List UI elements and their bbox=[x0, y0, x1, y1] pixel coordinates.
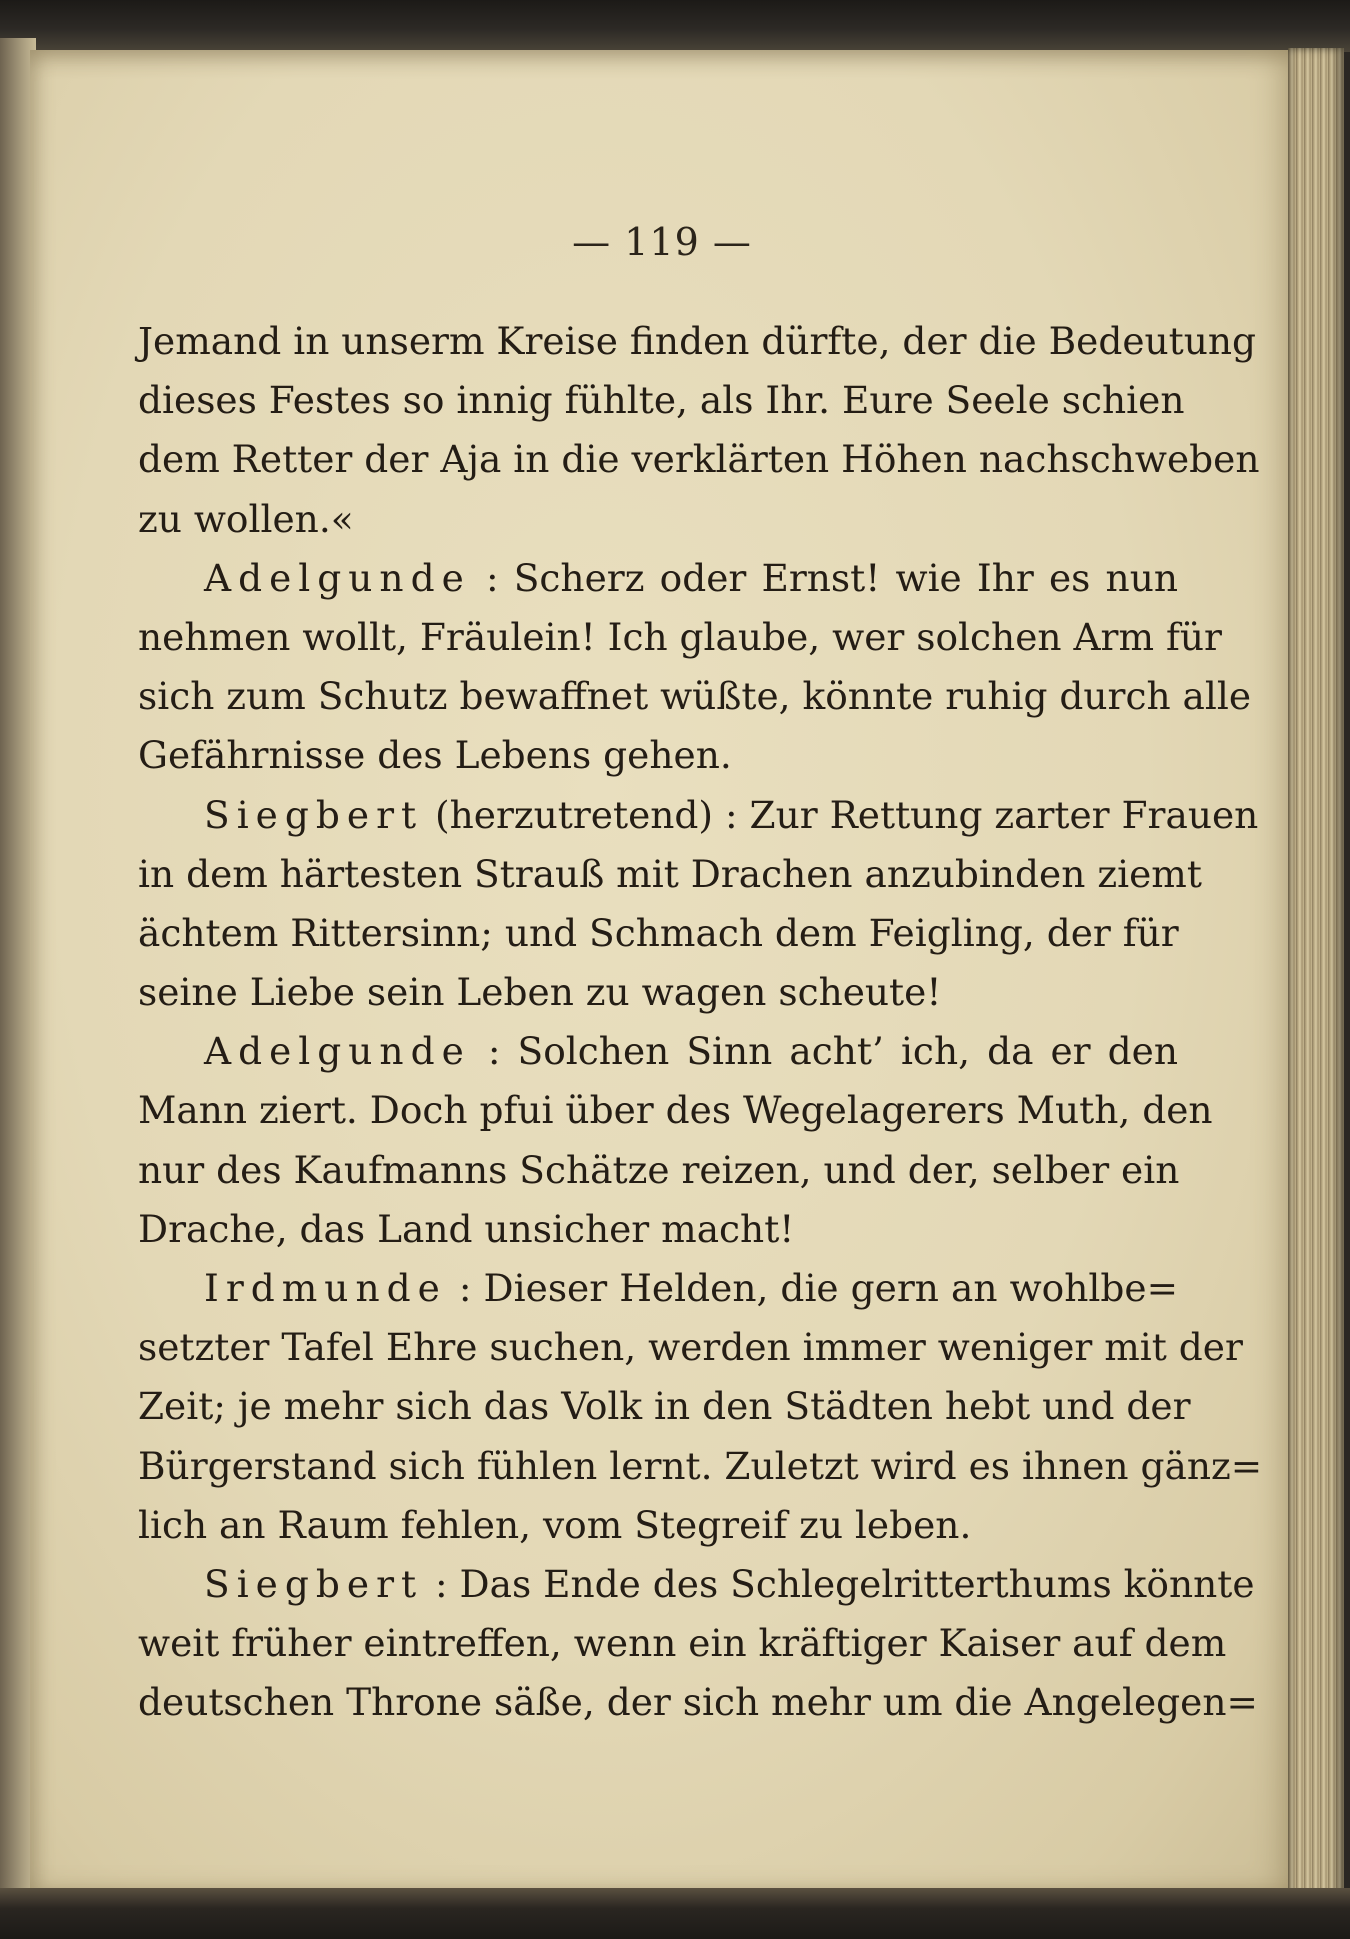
text-line: lich an Raum fehlen, vom Stegreif zu leben. bbox=[138, 1502, 972, 1547]
text-line: weit früher eintreffen, wenn ein kräftiger Kaiser auf dem bbox=[138, 1621, 1227, 1666]
speaker-name: Siegbert bbox=[204, 792, 424, 837]
text-line: Zeit; je mehr sich das Volk in den Städten hebt und der bbox=[138, 1384, 1191, 1429]
dialogue-text: (herzutretend) : Zur Rettung zarter Frauen bbox=[435, 792, 1259, 837]
text-line: sich zum Schutz bewaffnet wüßte, könnte ruhig durch alle bbox=[138, 674, 1252, 719]
body-text bbox=[138, 312, 1263, 1733]
dialogue-line bbox=[138, 549, 1178, 608]
dialogue-text: : Das Ende des Schlegelritterthums könnte bbox=[435, 1561, 1255, 1606]
speaker-name: Adelgunde bbox=[204, 555, 471, 600]
text-line: Mann ziert. Doch pfui über des Wegelagerers Muth, den bbox=[138, 1088, 1213, 1133]
text-line: dieses Festes so innig fühlte, als Ihr. Eure Seele schien bbox=[138, 378, 1185, 423]
speaker-name: Siegbert bbox=[204, 1561, 424, 1606]
book-bottom-edge bbox=[0, 1888, 1350, 1939]
dialogue-line bbox=[138, 786, 1259, 845]
dialogue-line bbox=[138, 1555, 1255, 1614]
dialogue-text: : Scherz oder Ernst! wie Ihr es nun bbox=[485, 555, 1179, 600]
text-line: Bürgerstand sich fühlen lernt. Zuletzt wird es ihnen gänz= bbox=[138, 1443, 1263, 1488]
book-page bbox=[30, 50, 1295, 1892]
book-top-edge bbox=[0, 0, 1350, 52]
dialogue-text: : Dieser Helden, die gern an wohlbe= bbox=[458, 1266, 1179, 1310]
text-line: dem Retter der Aja in die verklärten Höhen nachschweben bbox=[138, 437, 1260, 482]
text-line: seine Liebe sein Leben zu wagen scheute! bbox=[138, 970, 942, 1015]
speaker-name: Irdmunde bbox=[204, 1266, 447, 1310]
dialogue-text: : Solchen Sinn acht’ ich, da er den bbox=[487, 1029, 1179, 1074]
page-stack-edge bbox=[1288, 48, 1344, 1898]
text-line: zu wollen.« bbox=[138, 496, 354, 541]
text-line: setzter Tafel Ehre suchen, werden immer weniger mit der bbox=[138, 1325, 1243, 1370]
text-line: deutschen Throne säße, der sich mehr um die Angelegen= bbox=[138, 1680, 1258, 1725]
text-line: ächtem Rittersinn; und Schmach dem Feigling, der für bbox=[138, 910, 1179, 955]
speaker-name: Adelgunde bbox=[204, 1029, 471, 1074]
text-line: Drache, das Land unsicher macht! bbox=[138, 1206, 795, 1251]
text-line: nur des Kaufmanns Schätze reizen, und der, selber ein bbox=[138, 1147, 1180, 1192]
dialogue-line bbox=[138, 1022, 1178, 1081]
dialogue-line bbox=[138, 1259, 1178, 1318]
text-line: Jemand in unserm Kreise finden dürfte, der die Bedeutung bbox=[138, 319, 1257, 363]
text-line: in dem härtesten Strauß mit Drachen anzubinden ziemt bbox=[138, 851, 1202, 896]
text-line: Gefährnisse des Lebens gehen. bbox=[138, 733, 732, 778]
page-number: — 119 — bbox=[572, 220, 752, 264]
text-line: nehmen wollt, Fräulein! Ich glaube, wer solchen Arm für bbox=[138, 614, 1222, 659]
